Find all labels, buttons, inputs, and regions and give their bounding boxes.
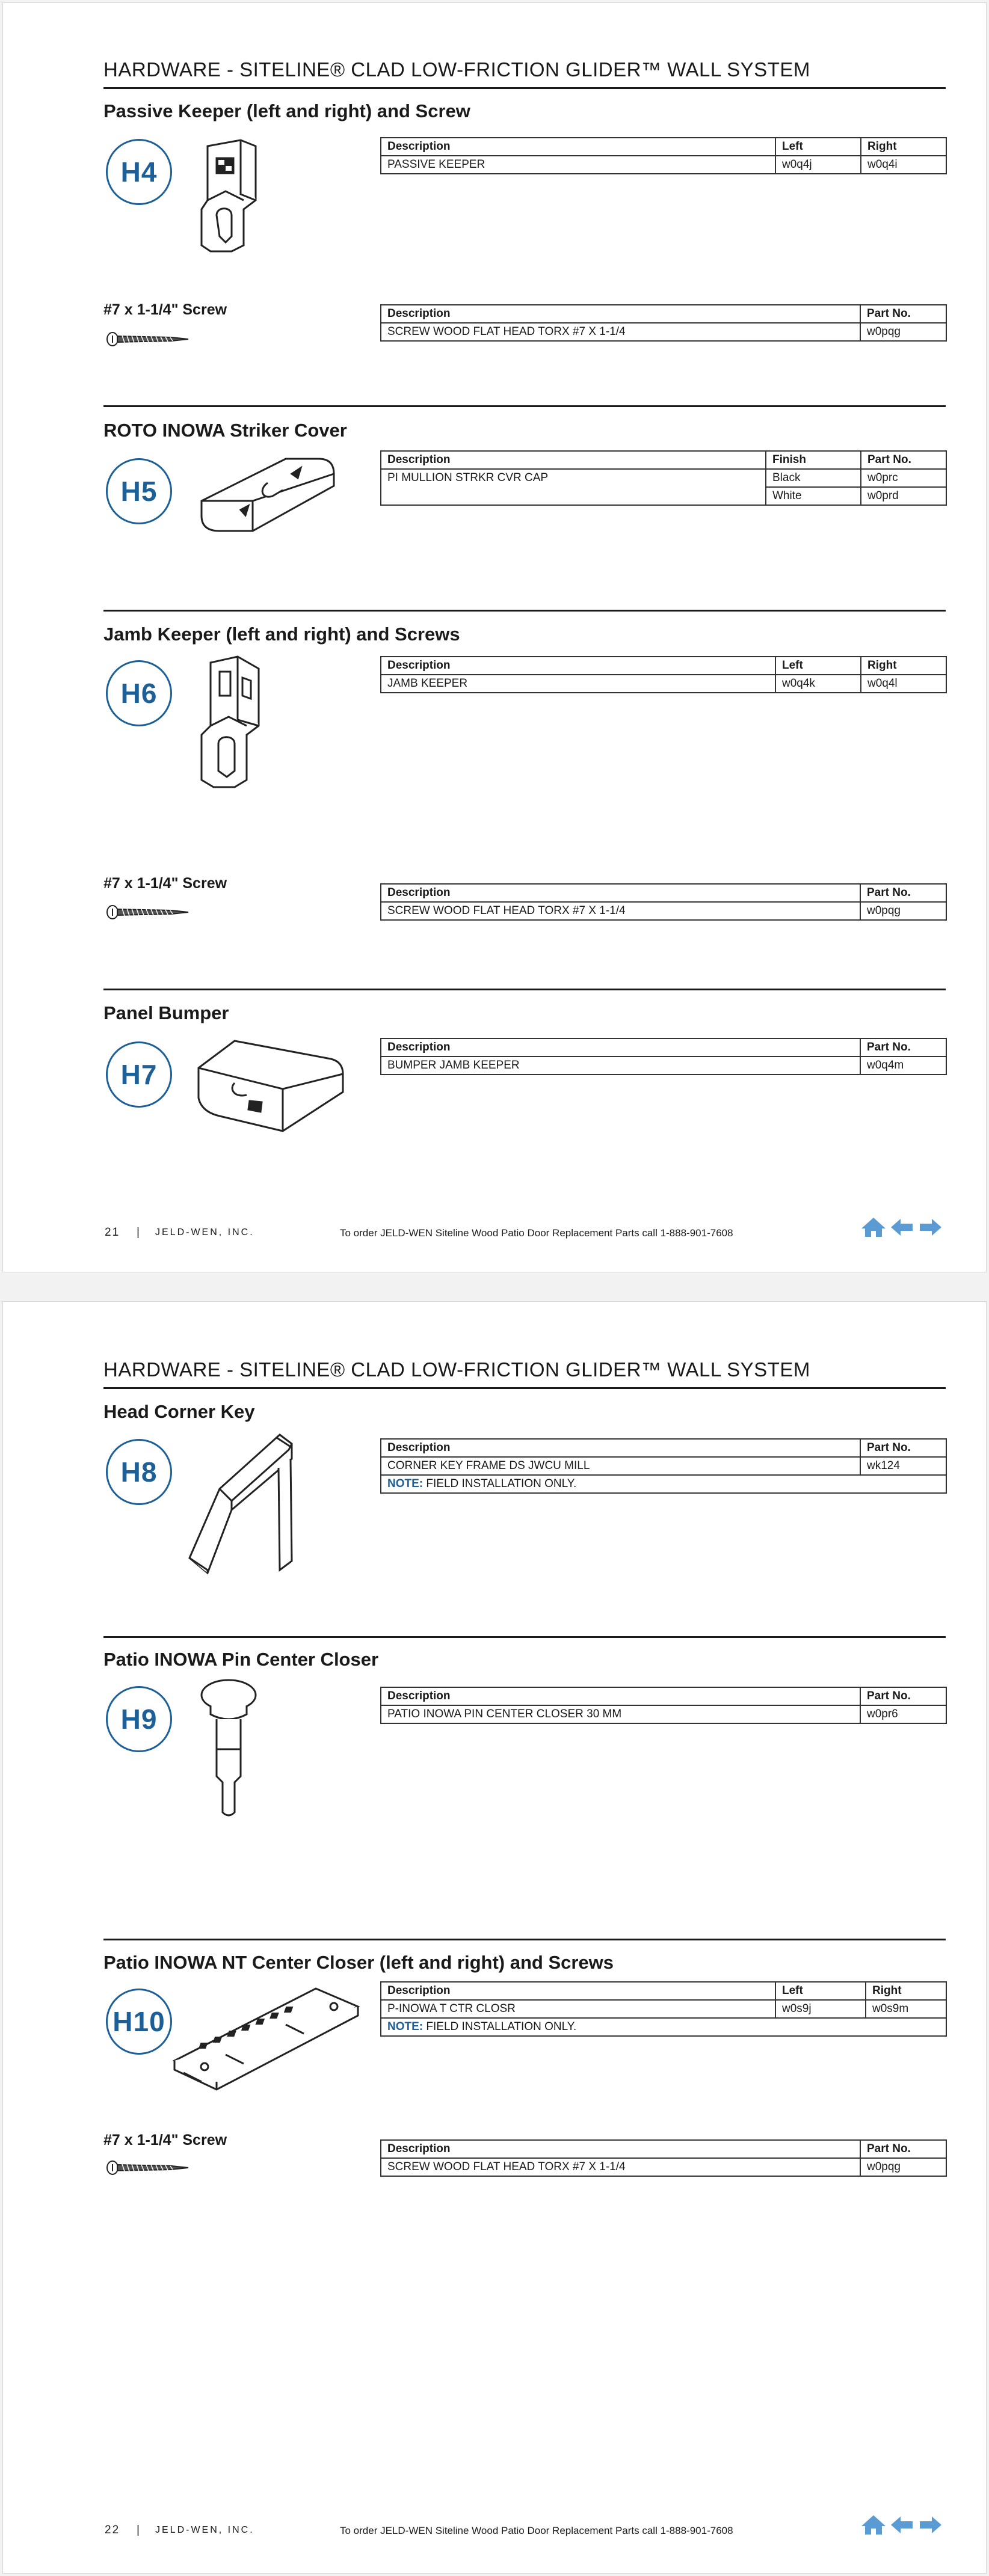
home-icon[interactable] bbox=[860, 2514, 887, 2536]
column-header: Description bbox=[381, 657, 775, 675]
catalog-page-22 bbox=[2, 1301, 987, 2574]
parts-table-screw-h4 bbox=[380, 304, 947, 342]
part-number-cell[interactable]: w0prc bbox=[861, 469, 946, 487]
section-title-h9: Patio INOWA Pin Center Closer bbox=[103, 1649, 379, 1670]
footer-company: JELD-WEN, INC. bbox=[155, 2525, 254, 2535]
page-header: HARDWARE - SITELINE® CLAD LOW-FRICTION GLIDER™ WALL SYSTEM bbox=[103, 1358, 810, 1381]
section-title-h5: ROTO INOWA Striker Cover bbox=[103, 420, 347, 441]
corner-key-illustration bbox=[183, 1432, 304, 1576]
section-rule bbox=[103, 1939, 946, 1940]
description-cell: CORNER KEY FRAME DS JWCU MILL bbox=[381, 1457, 860, 1475]
part-number-cell[interactable]: w0pqg bbox=[860, 323, 946, 341]
note-label: NOTE: bbox=[387, 2020, 424, 2033]
column-header: Right bbox=[861, 138, 946, 156]
description-cell: JAMB KEEPER bbox=[381, 675, 775, 693]
column-header: Part No. bbox=[860, 1038, 946, 1056]
table-row bbox=[381, 1457, 946, 1475]
table-row bbox=[381, 1705, 946, 1723]
column-header: Description bbox=[381, 138, 775, 156]
column-header: Left bbox=[775, 1982, 866, 2000]
section-title-h4: Passive Keeper (left and right) and Screw bbox=[103, 100, 470, 121]
column-header: Description bbox=[381, 451, 766, 469]
passive-keeper-illustration bbox=[183, 134, 274, 254]
description-cell: PASSIVE KEEPER bbox=[381, 156, 775, 174]
part-number-cell[interactable]: w0s9j bbox=[775, 2000, 866, 2018]
column-header: Description bbox=[381, 1038, 860, 1056]
screw-illustration bbox=[105, 903, 189, 921]
note-label: NOTE: bbox=[387, 1477, 424, 1490]
section-rule bbox=[103, 989, 946, 990]
footer-order-text: To order JELD-WEN Siteline Wood Patio Door Replacement Parts call 1-888-901-7608 bbox=[340, 2525, 733, 2536]
finish-cell: White bbox=[766, 487, 861, 505]
home-icon[interactable] bbox=[860, 1216, 887, 1238]
part-number-cell[interactable]: w0pqg bbox=[860, 2158, 946, 2176]
column-header: Part No. bbox=[860, 1439, 946, 1457]
pin-center-closer-illustration bbox=[196, 1677, 268, 1821]
section-rule bbox=[103, 610, 946, 612]
note-row bbox=[381, 1475, 946, 1493]
parts-table-screw-h10 bbox=[380, 2139, 947, 2177]
header-rule bbox=[103, 1387, 946, 1389]
next-page-icon[interactable] bbox=[919, 2515, 943, 2535]
part-number-cell[interactable]: w0q4k bbox=[775, 675, 861, 693]
footer-separator: | bbox=[137, 1226, 140, 1239]
footer-order-text: To order JELD-WEN Siteline Wood Patio Door Replacement Parts call 1-888-901-7608 bbox=[340, 1227, 733, 1239]
part-number-cell[interactable]: w0q4l bbox=[861, 675, 946, 693]
description-cell: PI MULLION STRKR CVR CAP bbox=[381, 469, 766, 505]
page-number: 22 bbox=[105, 2524, 120, 2536]
badge-h10: H10 bbox=[106, 1989, 172, 2055]
part-number-cell[interactable]: w0prd bbox=[861, 487, 946, 505]
part-number-cell[interactable]: wk124 bbox=[860, 1457, 946, 1475]
part-number-cell[interactable]: w0s9m bbox=[866, 2000, 946, 2018]
part-number-cell[interactable]: w0pqg bbox=[860, 902, 946, 920]
footer-separator: | bbox=[137, 2524, 140, 2536]
column-header: Part No. bbox=[861, 451, 946, 469]
column-header: Part No. bbox=[860, 305, 946, 323]
description-cell: SCREW WOOD FLAT HEAD TORX #7 X 1-1/4 bbox=[381, 902, 860, 920]
section-rule bbox=[103, 405, 946, 407]
page-number: 21 bbox=[105, 1226, 120, 1239]
jamb-keeper-illustration bbox=[183, 654, 274, 792]
parts-table-h7 bbox=[380, 1038, 947, 1075]
description-cell: P-INOWA T CTR CLOSR bbox=[381, 2000, 775, 2018]
table-row bbox=[381, 675, 946, 693]
next-page-icon[interactable] bbox=[919, 1218, 943, 1237]
note-row bbox=[381, 2018, 946, 2036]
part-number-cell[interactable]: w0pr6 bbox=[860, 1705, 946, 1723]
column-header: Left bbox=[775, 138, 861, 156]
screw-illustration bbox=[105, 330, 189, 348]
header-rule bbox=[103, 87, 946, 89]
column-header: Part No. bbox=[860, 884, 946, 902]
description-cell: BUMPER JAMB KEEPER bbox=[381, 1056, 860, 1075]
page-header: HARDWARE - SITELINE® CLAD LOW-FRICTION GLIDER™ WALL SYSTEM bbox=[103, 58, 810, 81]
column-header: Description bbox=[381, 1687, 860, 1705]
parts-table-h10 bbox=[380, 1981, 947, 2037]
parts-table-h8 bbox=[380, 1438, 947, 1494]
table-row bbox=[381, 156, 946, 174]
catalog-page-21 bbox=[2, 2, 987, 1272]
finish-cell: Black bbox=[766, 469, 861, 487]
section-title-h6: Jamb Keeper (left and right) and Screws bbox=[103, 624, 460, 645]
column-header: Right bbox=[866, 1982, 946, 2000]
parts-table-h6 bbox=[380, 656, 947, 693]
previous-page-icon[interactable] bbox=[890, 2515, 914, 2535]
column-header: Description bbox=[381, 2140, 860, 2158]
parts-table-h9 bbox=[380, 1687, 947, 1724]
badge-h5: H5 bbox=[106, 458, 172, 524]
badge-h8: H8 bbox=[106, 1439, 172, 1505]
column-header: Description bbox=[381, 305, 860, 323]
section-title-h8: Head Corner Key bbox=[103, 1401, 255, 1422]
column-header: Finish bbox=[766, 451, 861, 469]
striker-cover-illustration bbox=[196, 453, 346, 549]
table-row bbox=[381, 323, 946, 341]
table-row bbox=[381, 1056, 946, 1075]
sub-title-screw: #7 x 1-1/4" Screw bbox=[103, 2132, 227, 2148]
badge-h7: H7 bbox=[106, 1041, 172, 1108]
sub-title-screw: #7 x 1-1/4" Screw bbox=[103, 301, 227, 318]
panel-bumper-illustration bbox=[193, 1035, 349, 1137]
section-title-h10: Patio INOWA NT Center Closer (left and right) and Screws bbox=[103, 1952, 614, 1973]
description-cell: SCREW WOOD FLAT HEAD TORX #7 X 1-1/4 bbox=[381, 323, 860, 341]
column-header: Description bbox=[381, 1982, 775, 2000]
badge-h4: H4 bbox=[106, 139, 172, 205]
column-header: Description bbox=[381, 884, 860, 902]
description-cell: PATIO INOWA PIN CENTER CLOSER 30 MM bbox=[381, 1705, 860, 1723]
table-row bbox=[381, 2000, 946, 2018]
table-row bbox=[381, 902, 946, 920]
column-header: Part No. bbox=[860, 2140, 946, 2158]
section-title-h7: Panel Bumper bbox=[103, 1002, 229, 1023]
parts-table-screw-h6 bbox=[380, 883, 947, 921]
table-row bbox=[381, 2158, 946, 2176]
table-row bbox=[381, 469, 946, 487]
description-cell: SCREW WOOD FLAT HEAD TORX #7 X 1-1/4 bbox=[381, 2158, 860, 2176]
part-number-cell[interactable]: w0q4m bbox=[860, 1056, 946, 1075]
parts-table-h5 bbox=[380, 450, 947, 506]
part-number-cell[interactable]: w0q4i bbox=[861, 156, 946, 174]
badge-h9: H9 bbox=[106, 1686, 172, 1752]
footer-company: JELD-WEN, INC. bbox=[155, 1227, 254, 1237]
parts-table-h4 bbox=[380, 137, 947, 174]
part-number-cell[interactable]: w0q4j bbox=[775, 156, 861, 174]
column-header: Part No. bbox=[860, 1687, 946, 1705]
note-text: FIELD INSTALLATION ONLY. bbox=[423, 1477, 577, 1490]
note-text: FIELD INSTALLATION ONLY. bbox=[423, 2020, 577, 2033]
column-header: Left bbox=[775, 657, 861, 675]
column-header: Right bbox=[861, 657, 946, 675]
column-header: Description bbox=[381, 1439, 860, 1457]
nt-center-closer-illustration bbox=[165, 1983, 364, 2091]
section-rule bbox=[103, 1636, 946, 1638]
badge-h6: H6 bbox=[106, 660, 172, 726]
screw-illustration bbox=[105, 2159, 189, 2177]
sub-title-screw: #7 x 1-1/4" Screw bbox=[103, 875, 227, 892]
previous-page-icon[interactable] bbox=[890, 1218, 914, 1237]
